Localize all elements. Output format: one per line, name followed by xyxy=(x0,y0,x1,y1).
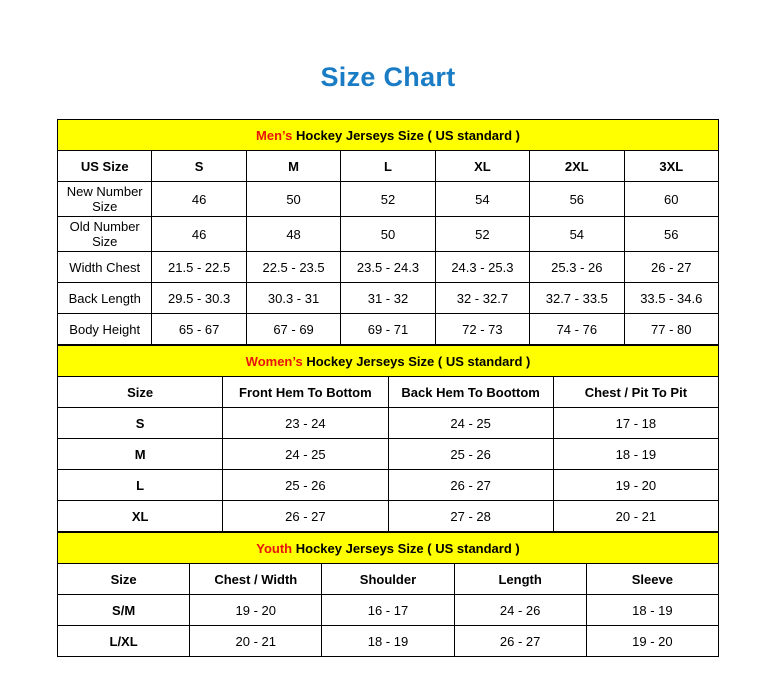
mens-col-2: M xyxy=(246,151,340,182)
womens-row-3-label: XL xyxy=(58,501,223,532)
mens-row-1-val-1: 48 xyxy=(246,217,340,252)
table-row xyxy=(58,252,719,283)
youth-column-header-row xyxy=(58,564,719,595)
youth-row-0-val-2: 24 - 26 xyxy=(454,595,586,626)
youth-row-0-val-0: 19 - 20 xyxy=(190,595,322,626)
size-chart-container xyxy=(57,119,719,657)
mens-header-accent: Men’s xyxy=(256,127,293,143)
womens-size-table xyxy=(57,345,719,532)
youth-row-1-val-0: 20 - 21 xyxy=(190,626,322,657)
mens-row-4-val-2: 69 - 71 xyxy=(341,314,435,345)
mens-header-rest: Hockey Jerseys Size ( US standard ) xyxy=(292,127,520,143)
mens-section-header xyxy=(58,120,719,151)
womens-col-3: Chest / Pit To Pit xyxy=(553,377,718,408)
mens-row-2-val-2: 23.5 - 24.3 xyxy=(341,252,435,283)
womens-header-rest: Hockey Jerseys Size ( US standard ) xyxy=(302,353,531,369)
mens-col-1: S xyxy=(152,151,246,182)
youth-header-accent: Youth xyxy=(256,540,293,556)
mens-row-0-val-3: 54 xyxy=(435,182,529,217)
womens-row-0-val-1: 24 - 25 xyxy=(388,408,553,439)
youth-row-1-val-2: 26 - 27 xyxy=(454,626,586,657)
mens-row-4-label: Body Height xyxy=(58,314,152,345)
womens-row-3-val-0: 26 - 27 xyxy=(223,501,388,532)
youth-section-header-cell xyxy=(58,533,719,564)
mens-row-3-val-0: 29.5 - 30.3 xyxy=(152,283,246,314)
womens-row-1-val-1: 25 - 26 xyxy=(388,439,553,470)
womens-row-2-val-1: 26 - 27 xyxy=(388,470,553,501)
mens-col-3: L xyxy=(341,151,435,182)
mens-row-4-val-5: 77 - 80 xyxy=(624,314,718,345)
mens-column-header-row xyxy=(58,151,719,182)
youth-col-3: Length xyxy=(454,564,586,595)
mens-row-4-val-3: 72 - 73 xyxy=(435,314,529,345)
youth-col-1: Chest / Width xyxy=(190,564,322,595)
mens-row-0-val-0: 46 xyxy=(152,182,246,217)
mens-row-2-label: Width Chest xyxy=(58,252,152,283)
mens-row-3-val-5: 33.5 - 34.6 xyxy=(624,283,718,314)
womens-section-header-cell xyxy=(58,346,719,377)
womens-section-header xyxy=(58,346,719,377)
womens-col-2: Back Hem To Boottom xyxy=(388,377,553,408)
mens-row-2-val-0: 21.5 - 22.5 xyxy=(152,252,246,283)
womens-row-0-label: S xyxy=(58,408,223,439)
youth-col-4: Sleeve xyxy=(586,564,718,595)
womens-col-1: Front Hem To Bottom xyxy=(223,377,388,408)
mens-row-1-val-5: 56 xyxy=(624,217,718,252)
table-row xyxy=(58,501,719,532)
womens-row-3-val-1: 27 - 28 xyxy=(388,501,553,532)
womens-col-0: Size xyxy=(58,377,223,408)
youth-section-header xyxy=(58,533,719,564)
youth-col-0: Size xyxy=(58,564,190,595)
youth-col-2: Shoulder xyxy=(322,564,454,595)
table-row xyxy=(58,314,719,345)
womens-row-2-val-0: 25 - 26 xyxy=(223,470,388,501)
mens-row-2-val-3: 24.3 - 25.3 xyxy=(435,252,529,283)
youth-row-1-label: L/XL xyxy=(58,626,190,657)
womens-row-1-val-0: 24 - 25 xyxy=(223,439,388,470)
mens-row-3-val-4: 32.7 - 33.5 xyxy=(530,283,624,314)
mens-row-0-val-4: 56 xyxy=(530,182,624,217)
youth-header-rest: Hockey Jerseys Size ( US standard ) xyxy=(292,540,520,556)
mens-col-5: 2XL xyxy=(530,151,624,182)
womens-row-1-val-2: 18 - 19 xyxy=(553,439,718,470)
womens-column-header-row xyxy=(58,377,719,408)
mens-row-4-val-1: 67 - 69 xyxy=(246,314,340,345)
mens-row-1-label: Old Number Size xyxy=(58,217,152,252)
mens-row-0-label: New Number Size xyxy=(58,182,152,217)
table-row xyxy=(58,408,719,439)
mens-row-4-val-0: 65 - 67 xyxy=(152,314,246,345)
mens-col-4: XL xyxy=(435,151,529,182)
womens-row-1-label: M xyxy=(58,439,223,470)
mens-section-header-cell xyxy=(58,120,719,151)
mens-row-3-val-3: 32 - 32.7 xyxy=(435,283,529,314)
table-row xyxy=(58,626,719,657)
mens-row-2-val-4: 25.3 - 26 xyxy=(530,252,624,283)
page-title: Size Chart xyxy=(320,62,456,92)
womens-row-2-label: L xyxy=(58,470,223,501)
mens-row-1-val-0: 46 xyxy=(152,217,246,252)
mens-row-0-val-2: 52 xyxy=(341,182,435,217)
mens-row-3-label: Back Length xyxy=(58,283,152,314)
mens-row-2-val-1: 22.5 - 23.5 xyxy=(246,252,340,283)
womens-row-2-val-2: 19 - 20 xyxy=(553,470,718,501)
womens-row-0-val-0: 23 - 24 xyxy=(223,408,388,439)
mens-row-1-val-4: 54 xyxy=(530,217,624,252)
womens-row-0-val-2: 17 - 18 xyxy=(553,408,718,439)
youth-size-table xyxy=(57,532,719,657)
mens-row-2-val-5: 26 - 27 xyxy=(624,252,718,283)
youth-row-0-val-1: 16 - 17 xyxy=(322,595,454,626)
youth-row-1-val-1: 18 - 19 xyxy=(322,626,454,657)
table-row xyxy=(58,595,719,626)
mens-row-3-val-2: 31 - 32 xyxy=(341,283,435,314)
mens-col-0: US Size xyxy=(58,151,152,182)
mens-row-1-val-2: 50 xyxy=(341,217,435,252)
youth-row-0-label: S/M xyxy=(58,595,190,626)
mens-row-3-val-1: 30.3 - 31 xyxy=(246,283,340,314)
youth-row-1-val-3: 19 - 20 xyxy=(586,626,718,657)
table-row xyxy=(58,439,719,470)
mens-col-6: 3XL xyxy=(624,151,718,182)
mens-size-table xyxy=(57,119,719,345)
mens-row-4-val-4: 74 - 76 xyxy=(530,314,624,345)
table-row xyxy=(58,283,719,314)
table-row xyxy=(58,470,719,501)
womens-row-3-val-2: 20 - 21 xyxy=(553,501,718,532)
table-row xyxy=(58,217,719,252)
mens-row-0-val-1: 50 xyxy=(246,182,340,217)
youth-row-0-val-3: 18 - 19 xyxy=(586,595,718,626)
mens-row-0-val-5: 60 xyxy=(624,182,718,217)
mens-row-1-val-3: 52 xyxy=(435,217,529,252)
womens-header-accent: Women’s xyxy=(245,353,303,369)
table-row xyxy=(58,182,719,217)
